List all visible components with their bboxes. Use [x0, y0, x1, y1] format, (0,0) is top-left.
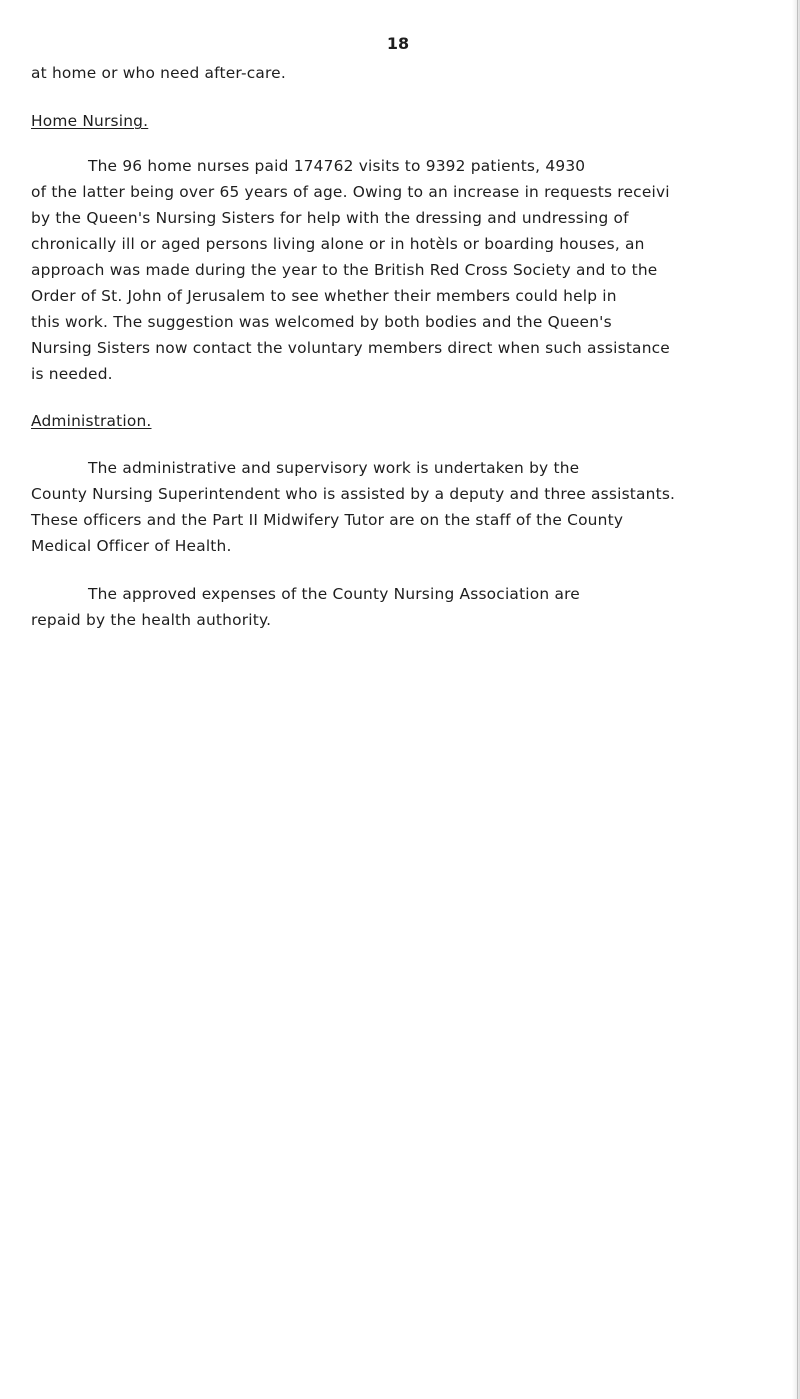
home-nursing-heading: Home Nursing. — [31, 112, 149, 130]
page-number: 18 — [386, 34, 410, 53]
intro-line: at home or who need after-care. — [31, 64, 286, 82]
home-nursing-line-7: this work. The suggestion was welcomed by both bodies and the Queen's — [31, 313, 612, 331]
administration-p1-line-2: County Nursing Superintendent who is assisted by a deputy and three assistants. — [31, 485, 676, 503]
home-nursing-line-6: Order of St. John of Jerusalem to see whether their members could help in — [31, 287, 617, 305]
home-nursing-line-5: approach was made during the year to the British Red Cross Society and to the — [31, 261, 658, 279]
administration-heading: Administration. — [31, 412, 152, 430]
administration-p1-line-1: The administrative and supervisory work is undertaken by the — [88, 459, 580, 477]
home-nursing-line-2: of the latter being over 65 years of age. Owing to an increase in requests receivi — [31, 183, 670, 201]
administration-p2-line-1: The approved expenses of the County Nursing Association are — [88, 585, 580, 603]
home-nursing-line-9: is needed. — [31, 365, 113, 383]
administration-p1-line-4: Medical Officer of Health. — [31, 537, 232, 555]
home-nursing-line-8: Nursing Sisters now contact the voluntary members direct when such assistance — [31, 339, 670, 357]
administration-p1-line-3: These officers and the Part II Midwifery Tutor are on the staff of the County — [31, 511, 624, 529]
page-edge-line — [797, 0, 798, 1399]
home-nursing-line-4: chronically ill or aged persons living alone or in hotèls or boarding houses, an — [31, 235, 645, 253]
home-nursing-line-3: by the Queen's Nursing Sisters for help with the dressing and undressing of — [31, 209, 629, 227]
administration-p2-line-2: repaid by the health authority. — [31, 611, 272, 629]
page-edge-shadow — [792, 0, 800, 1399]
home-nursing-line-1: The 96 home nurses paid 174762 visits to 9392 patients, 4930 — [88, 157, 586, 175]
